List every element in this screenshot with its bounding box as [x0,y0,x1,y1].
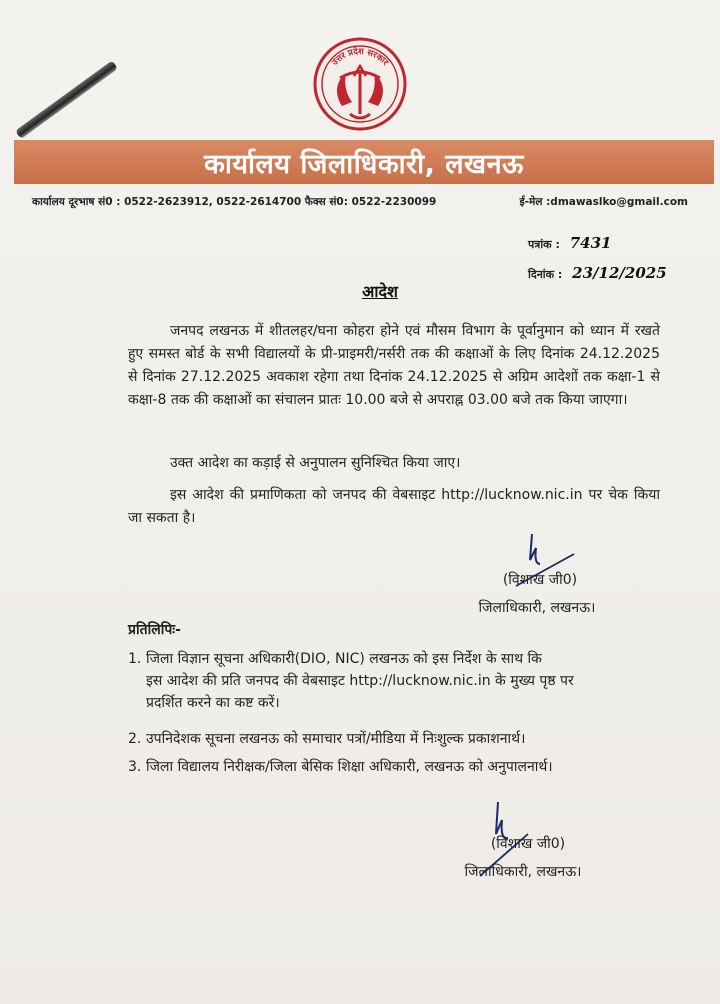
up-government-emblem [312,36,408,132]
patrank-label: पत्रांक : [528,238,560,251]
copy-item-text: प्रदर्शित करने का कष्ट करें। [146,695,280,711]
office-title: कार्यालय जिलाधिकारी, लखनऊ [204,148,524,180]
order-paragraph-3: इस आदेश की प्रमाणिकता को जनपद की वेबसाइट http://lucknow.nic.in पर चेक किया जा सकता है। [128,487,660,526]
office-banner [14,140,714,184]
pen-object [15,60,118,139]
office-phone: कार्यालय दूरभाष सं0 : 0522-2623912, 0522-2614700 फैक्स सं0: 0522-2230099 [32,196,437,208]
signature-name-2: (विशाख जी0) [490,836,566,852]
dinank-label: दिनांक : [528,268,563,281]
dinank-value: 23/12/2025 [572,264,667,282]
signature-designation-1: जिलाधिकारी, लखनऊ। [478,600,596,616]
dinank-row [528,264,667,282]
copy-item-number: 1. [128,651,142,667]
copy-item-text: इस आदेश की प्रति जनपद की वेबसाइट http://lucknow.nic.in के मुख्य पृष्ठ पर [146,673,574,689]
copies-heading: प्रतिलिपिः- [128,622,181,638]
copy-item-3 [128,756,668,778]
signature-designation-2: जिलाधिकारी, लखनऊ। [464,864,582,880]
patrank-row [528,234,611,252]
copy-item-number: 3. [128,759,142,775]
emblem-text: उत्तर प्रदेश सरकार [330,46,390,68]
copy-item-text: उपनिदेशक सूचना लखनऊ को समाचार पत्रों/मीडिया में निःशुल्क प्रकाशनार्थ। [146,731,526,747]
office-email: ई-मेल :dmawaslko@gmail.com [519,196,688,208]
order-title: आदेश [362,282,398,301]
order-paragraph-2: उक्त आदेश का कड़ाई से अनुपालन सुनिश्चित किया जाए। [170,455,461,471]
patrank-value: 7431 [569,234,612,252]
copy-item-text: जिला विज्ञान सूचना अधिकारी(DIO, NIC) लखनऊ को इस निर्देश के साथ कि [146,651,542,667]
order-paragraph-1: जनपद लखनऊ में शीतलहर/घना कोहरा होने एवं मौसम विभाग के पूर्वानुमान को ध्यान में रखते हुए समस्त बोर्ड के सभी विद्यालयों के प्री-प्राइमरी/नर्सरी तक की कक्षाओं के लिए दिनांक 24.12.2025 से दिनांक 27.12.2025 अवकाश रहेगा तथा दिनांक 24.12.2025 से अग्रिम आदेशों तक कक्षा-1 से कक्षा-8 तक की कक्षाओं का संचालन प्रातः 10.00 बजे से अपराह्न 03.00 बजे तक किया जाएगा। [128,323,660,408]
copy-item-text: जिला विद्यालय निरीक्षक/जिला बेसिक शिक्षा अधिकारी, लखनऊ को अनुपालनार्थ। [146,759,553,775]
signature-name-1: (विशाख जी0) [502,572,578,588]
copy-item-number: 2. [128,731,142,747]
copy-item-1 [128,648,668,714]
copy-item-2 [128,728,668,750]
